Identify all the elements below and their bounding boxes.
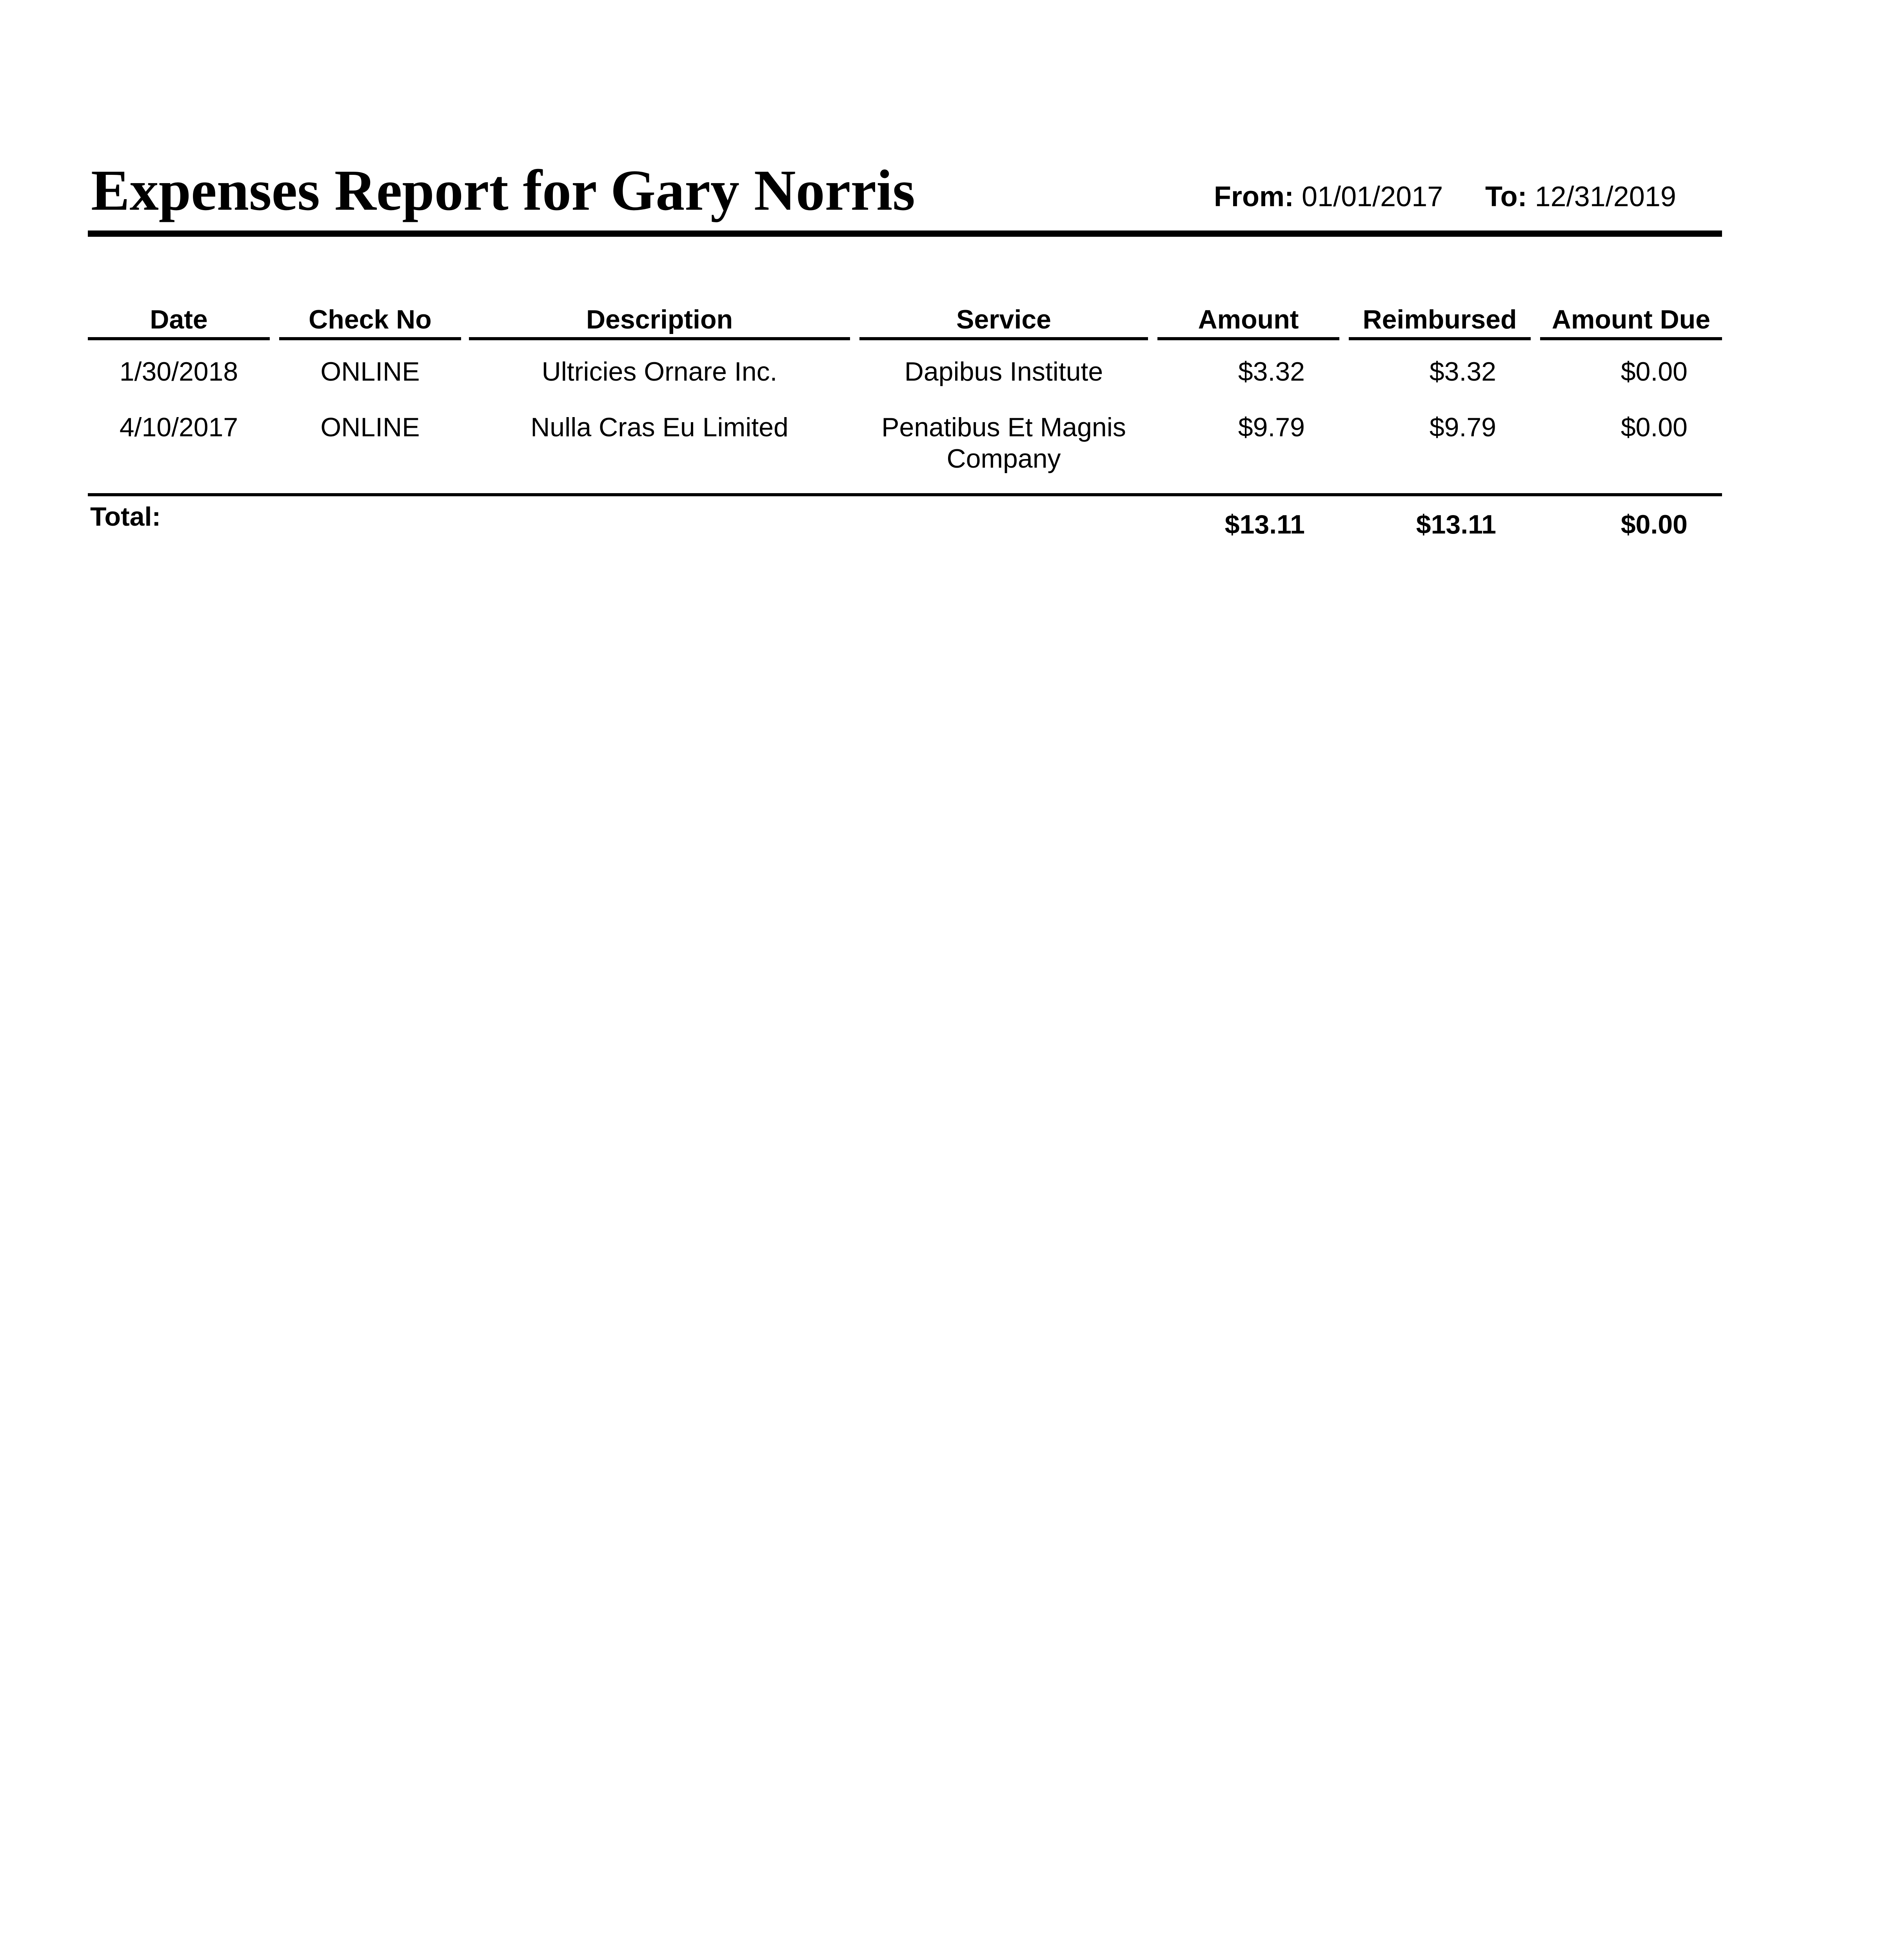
row-amount-due: $0.00 <box>1620 412 1688 442</box>
row-service: Dapibus Institute <box>904 357 1103 387</box>
header-check-no: Check No <box>279 302 461 340</box>
report-title: Expenses Report for Gary Norris <box>91 158 915 223</box>
to-date: 12/31/2019 <box>1535 181 1676 212</box>
total-reimbursed: $13.11 <box>1416 510 1496 539</box>
row-amount: $9.79 <box>1238 412 1305 442</box>
date-range <box>1214 183 1443 211</box>
total-amount-due: $0.00 <box>1620 510 1688 539</box>
header-amount-due: Amount Due <box>1540 302 1722 340</box>
total-label: Total: <box>90 502 161 532</box>
row-amount: $3.32 <box>1238 357 1305 387</box>
row-service: Penatibus Et Magnis Company <box>881 412 1126 474</box>
from-date: 01/01/2017 <box>1302 181 1443 212</box>
total-divider <box>88 493 1722 496</box>
date-range-to <box>1485 183 1676 211</box>
row-date: 1/30/2018 <box>119 357 238 387</box>
header-amount: Amount <box>1157 302 1339 340</box>
row-description: Nulla Cras Eu Limited <box>530 412 788 442</box>
header-reimbursed: Reimbursed <box>1349 302 1531 340</box>
row-description: Ultricies Ornare Inc. <box>541 357 778 387</box>
row-date: 4/10/2017 <box>119 412 238 442</box>
row-reimbursed: $9.79 <box>1429 412 1496 442</box>
header-date: Date <box>88 302 270 340</box>
to-label: To: <box>1485 181 1527 212</box>
total-amount: $13.11 <box>1224 510 1305 539</box>
title-divider <box>88 230 1722 237</box>
from-label: From: <box>1214 181 1294 212</box>
row-amount-due: $0.00 <box>1620 357 1688 387</box>
header-service: Service <box>859 302 1148 340</box>
row-check-no: ONLINE <box>320 357 420 387</box>
header-description: Description <box>469 302 850 340</box>
row-check-no: ONLINE <box>320 412 420 442</box>
row-reimbursed: $3.32 <box>1429 357 1496 387</box>
